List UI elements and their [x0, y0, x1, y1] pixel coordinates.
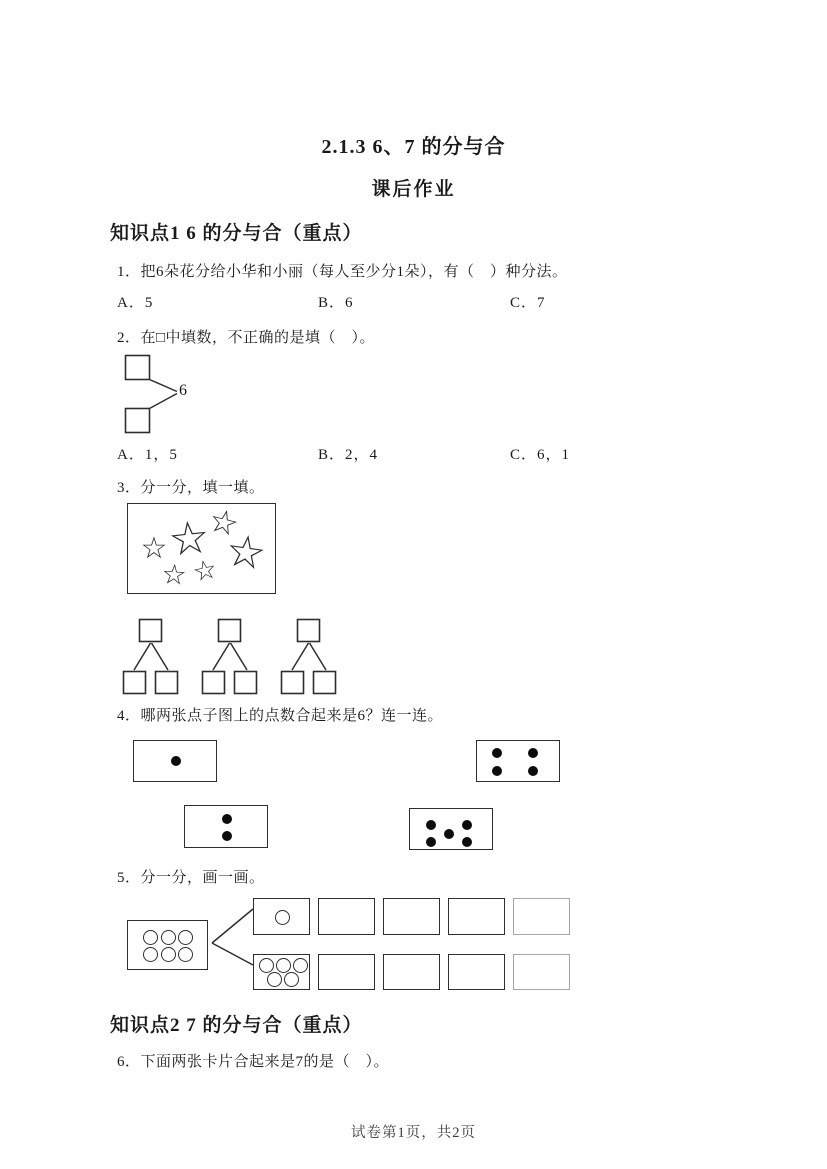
tree-top-box: [140, 620, 162, 642]
dot: [462, 820, 472, 830]
tree-line: [134, 643, 151, 670]
tree-top-box: [298, 620, 320, 642]
dot: [444, 829, 454, 839]
star-icon: ☆: [165, 508, 213, 568]
dot: [492, 766, 502, 776]
bond-part-box: [126, 409, 150, 433]
tree-bottom-box: [156, 672, 178, 694]
tree-top-box: [219, 620, 241, 642]
star-icon: ☆: [222, 522, 270, 582]
star-icon: ☆: [140, 531, 168, 566]
star-icon: ☆: [160, 557, 188, 592]
circle-outline: [275, 910, 290, 925]
circle-outline: [143, 947, 158, 962]
star-icon: ☆: [204, 499, 244, 545]
star-icon: ☆: [189, 553, 221, 589]
answer-box-top-2: [318, 898, 375, 935]
circle-outline: [143, 930, 158, 945]
dot: [171, 756, 181, 766]
bond-line: [150, 380, 178, 392]
dot: [426, 837, 436, 847]
connector-line: [212, 943, 253, 965]
dot-card-5: [409, 808, 493, 850]
q1-option-a: A．5: [117, 295, 154, 311]
q2-option-a: A．1，5: [117, 447, 178, 463]
dot: [528, 766, 538, 776]
connector-line: [212, 909, 253, 943]
circle-outline: [178, 947, 193, 962]
bond-line: [150, 394, 178, 409]
circle-outline: [284, 972, 299, 987]
tree-bottom-box: [314, 672, 336, 694]
stars-box: [127, 499, 276, 594]
tree-line: [310, 643, 327, 670]
answer-box-top-5: [513, 898, 570, 935]
decomposition-tree-1: [123, 619, 179, 694]
circle-outline: [276, 958, 291, 973]
question-3-text: 3．分一分，填一填。: [117, 480, 265, 496]
question-1-text: 1．把6朵花分给小华和小丽（每人至少分1朵），有（ ）种分法。: [117, 264, 568, 280]
answer-box-bottom-3: [383, 954, 440, 990]
circle-outline: [259, 958, 274, 973]
circle-outline: [178, 930, 193, 945]
answer-box-bottom-5: [513, 954, 570, 990]
tree-bottom-box: [282, 672, 304, 694]
dot: [222, 831, 232, 841]
answer-box-top-1: [253, 898, 310, 935]
page-title: 2.1.3 6、7 的分与合: [321, 136, 506, 158]
q2-option-c: C．6，1: [510, 447, 571, 463]
q2-option-b: B．2，4: [318, 447, 379, 463]
page-footer: 试卷第1页，共2页: [351, 1125, 476, 1141]
tree-line: [213, 643, 230, 670]
answer-box-top-3: [383, 898, 440, 935]
decomposition-tree-2: [202, 619, 258, 694]
dot: [492, 748, 502, 758]
dot-card-2: [184, 805, 268, 848]
circle-outline: [161, 930, 176, 945]
answer-box-top-4: [448, 898, 505, 935]
answer-box-bottom-1: [253, 954, 310, 990]
dot-card-4: [476, 740, 560, 782]
decomposition-tree-3: [281, 619, 337, 694]
whole-set-box: [127, 920, 208, 970]
split-connector: [206, 900, 256, 970]
question-2-text: 2．在□中填数，不正确的是填（ ）。: [117, 330, 376, 346]
section-1-heading: 知识点1 6 的分与合（重点）: [110, 223, 363, 244]
bond-part-box: [126, 356, 150, 380]
q1-option-b: B．6: [318, 295, 354, 311]
tree-bottom-box: [124, 672, 146, 694]
tree-line: [292, 643, 309, 670]
circle-outline: [161, 947, 176, 962]
question-5-text: 5．分一分，画一画。: [117, 870, 265, 886]
question-4-text: 4．哪两张点子图上的点数合起来是6？连一连。: [117, 708, 444, 724]
section-2-heading: 知识点2 7 的分与合（重点）: [110, 1015, 363, 1036]
dot-card-1: [133, 740, 217, 782]
page-subtitle: 课后作业: [371, 179, 456, 200]
tree-line: [152, 643, 169, 670]
answer-box-bottom-2: [318, 954, 375, 990]
answer-box-bottom-4: [448, 954, 505, 990]
dot: [462, 837, 472, 847]
dot: [528, 748, 538, 758]
dot: [426, 820, 436, 830]
circle-outline: [267, 972, 282, 987]
bond-total-label: 6: [179, 382, 187, 399]
question-6-text: 6．下面两张卡片合起来是7的是（ ）。: [117, 1054, 390, 1070]
tree-bottom-box: [235, 672, 257, 694]
tree-line: [231, 643, 248, 670]
dot: [222, 814, 232, 824]
tree-bottom-box: [203, 672, 225, 694]
q1-option-c: C．7: [510, 295, 546, 311]
circle-outline: [293, 958, 308, 973]
